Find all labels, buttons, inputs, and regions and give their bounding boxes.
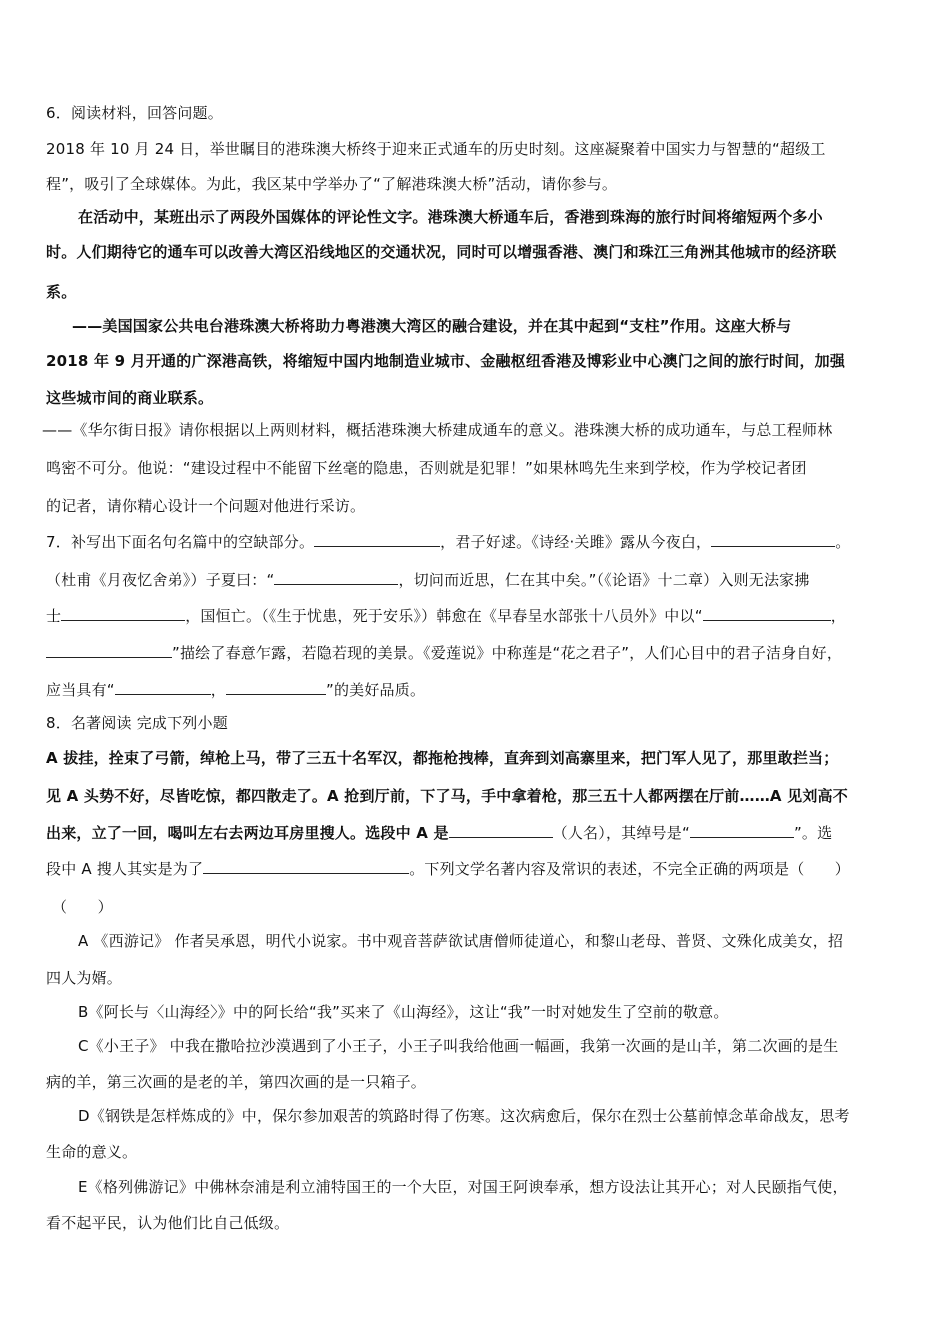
q7-text-3c: ， (830, 607, 846, 625)
q7-text-5a: 应当具有“ (46, 681, 115, 699)
q7-blank-2[interactable] (711, 532, 835, 547)
q6-intro-line-1: 2018 年 10 月 24 日，举世瞩目的港珠澳大桥终于迎来正式通车的历史时刻。这座凝聚着中国实力与智慧的“超级工 (46, 140, 826, 158)
q6-material1-line-2: 时。人们期待它的通车可以改善大湾区沿线地区的交通状况，同时可以增强香港、澳门和珠江三角洲其他城市的经济联 (46, 243, 837, 261)
q8-option-b-line-1: B《阿长与〈山海经〉》中的阿长给“我”买来了《山海经》，这让“我”一时对她发生了空前的敬意。 (78, 1003, 729, 1021)
q8-option-c-line-2: 病的羊，第三次画的是老的羊，第四次画的是一只箱子。 (46, 1073, 427, 1091)
q8-blank-name[interactable] (449, 823, 553, 838)
q7-text-3a: 士 (46, 607, 62, 625)
q7-line-3 (46, 606, 846, 626)
q7-blank-4[interactable] (61, 606, 185, 621)
q6-material1-line-3: 系。 (46, 283, 77, 301)
q8-passage-line-3 (46, 823, 832, 843)
q7-line-5 (46, 680, 425, 700)
q7-line-4 (46, 643, 842, 663)
q7-line-2 (46, 570, 810, 590)
q6-material2-line-1: ——美国国家公共电台港珠澳大桥将助力粤港澳大湾区的融合建设，并在其中起到“支柱”作用。这座大桥与 (72, 317, 792, 335)
q8-option-c-line-1: C《小王子》 中我在撒哈拉沙漠遇到了小王子，小王子叫我给他画一幅画，我第一次画的是山羊，第二次画的是生 (78, 1037, 839, 1055)
q6-material1-line-1: 在活动中，某班出示了两段外国媒体的评论性文字。港珠澳大桥通车后，香港到珠海的旅行时间将缩短两个多小 (78, 208, 823, 226)
q6-task-line-3: 的记者，请你精心设计一个问题对他进行采访。 (46, 497, 366, 515)
q8-option-d-line-2: 生命的意义。 (46, 1143, 138, 1161)
q6-heading: 6．阅读材料，回答问题。 (46, 104, 223, 122)
q6-task-line-1: ——《华尔街日报》请你根据以上两则材料，概括港珠澳大桥建成通车的意义。港珠澳大桥的成功通车，与总工程师林 (42, 421, 833, 439)
q8-blank-purpose[interactable] (203, 859, 409, 874)
q7-blank-6[interactable] (46, 643, 172, 658)
q8-option-d-line-1: D《钢铁是怎样炼成的》中，保尔参加艰苦的筑路时得了伤寒。这次病愈后，保尔在烈士公墓前悼念革命战友，思考 (78, 1107, 850, 1125)
q8-option-e-line-1: E《格列佛游记》中佛林奈浦是利立浦特国王的一个大臣，对国王阿谀奉承，想方设法让其开心；对人民颐指气使， (78, 1178, 848, 1196)
q8-text-3c: ”。选 (793, 824, 833, 842)
q7-blank-3[interactable] (274, 570, 398, 585)
q7-text-5c: ”的美好品质。 (325, 681, 426, 699)
q7-blank-8[interactable] (226, 680, 326, 695)
q6-material2-line-2: 2018 年 9 月开通的广深港高铁，将缩短中国内地制造业城市、金融枢纽香港及博彩业中心澳门之间的旅行时间，加强 (46, 352, 846, 370)
q7-text-4b: ”描绘了春意乍露，若隐若现的美景。《爱莲说》中称莲是“花之君子”，人们心目中的君子洁身自好， (172, 644, 843, 662)
q7-text-2b: ，切问而近思，仁在其中矣。”（《论语》十二章）入则无法家拂 (398, 571, 810, 589)
q8-option-a-line-1: A 《西游记》 作者吴承恩，明代小说家。书中观音菩萨欲试唐僧师徒道心，和黎山老母、普贤、文殊化成美女，招 (78, 932, 844, 950)
q8-blank-nickname[interactable] (690, 823, 794, 838)
q7-blank-1[interactable] (314, 532, 440, 547)
q8-text-4b: 。下列文学名著内容及常识的表述，不完全正确的两项是（ ） (409, 860, 851, 878)
q8-answer-paren: （ ） (52, 898, 113, 916)
q7-text-1c: 。 (835, 533, 851, 551)
q8-heading: 8．名著阅读 完成下列小题 (46, 714, 228, 732)
q8-passage-line-2: 见 A 头势不好，尽皆吃惊，都四散走了。A 抢到厅前，下了马，手中拿着枪，那三五十人都两摆在厅前……A 见刘高不 (46, 787, 848, 805)
q8-text-3a: 出来，立了一回，喝叫左右去两边耳房里搜人。选段中 A 是 (46, 824, 449, 842)
q6-material2-line-3: 这些城市间的商业联系。 (46, 389, 214, 407)
q8-text-3b: （人名），其绰号是“ (552, 824, 690, 842)
q8-option-e-line-2: 看不起平民，认为他们比自己低级。 (46, 1214, 290, 1232)
q8-passage-line-4 (46, 859, 850, 879)
q7-text-5b: ， (210, 681, 226, 699)
q7-blank-5[interactable] (703, 606, 831, 621)
q8-text-4a: 段中 A 搜人其实是为了 (46, 860, 204, 878)
q7-line-1 (46, 532, 850, 552)
q8-passage-line-1: A 拔挂，拴束了弓箭，绰枪上马，带了三五十名军汉，都拖枪拽棒，直奔到刘高寨里来，把门军人见了，那里敢拦当； (46, 749, 839, 767)
q7-text-2a: （杜甫《月夜忆舍弟》）子夏曰：“ (46, 571, 275, 589)
q6-intro-line-2: 程”，吸引了全球媒体。为此，我区某中学举办了“了解港珠澳大桥”活动，请你参与。 (46, 175, 618, 193)
q6-task-line-2: 鸣密不可分。他说：“建设过程中不能留下丝毫的隐患，否则就是犯罪！”如果林鸣先生来到学校，作为学校记者团 (46, 459, 807, 477)
q7-prompt: 7．补写出下面名句名篇中的空缺部分。 (46, 533, 315, 551)
q7-text-3b: ，国恒亡。（《生于忧患，死于安乐》）韩愈在《早春呈水部张十八员外》中以“ (185, 607, 703, 625)
q7-text-1b: ，君子好逑。《诗经·关雎》露从今夜白， (440, 533, 712, 551)
q8-option-a-line-2: 四人为婿。 (46, 969, 123, 987)
q7-blank-7[interactable] (115, 680, 211, 695)
